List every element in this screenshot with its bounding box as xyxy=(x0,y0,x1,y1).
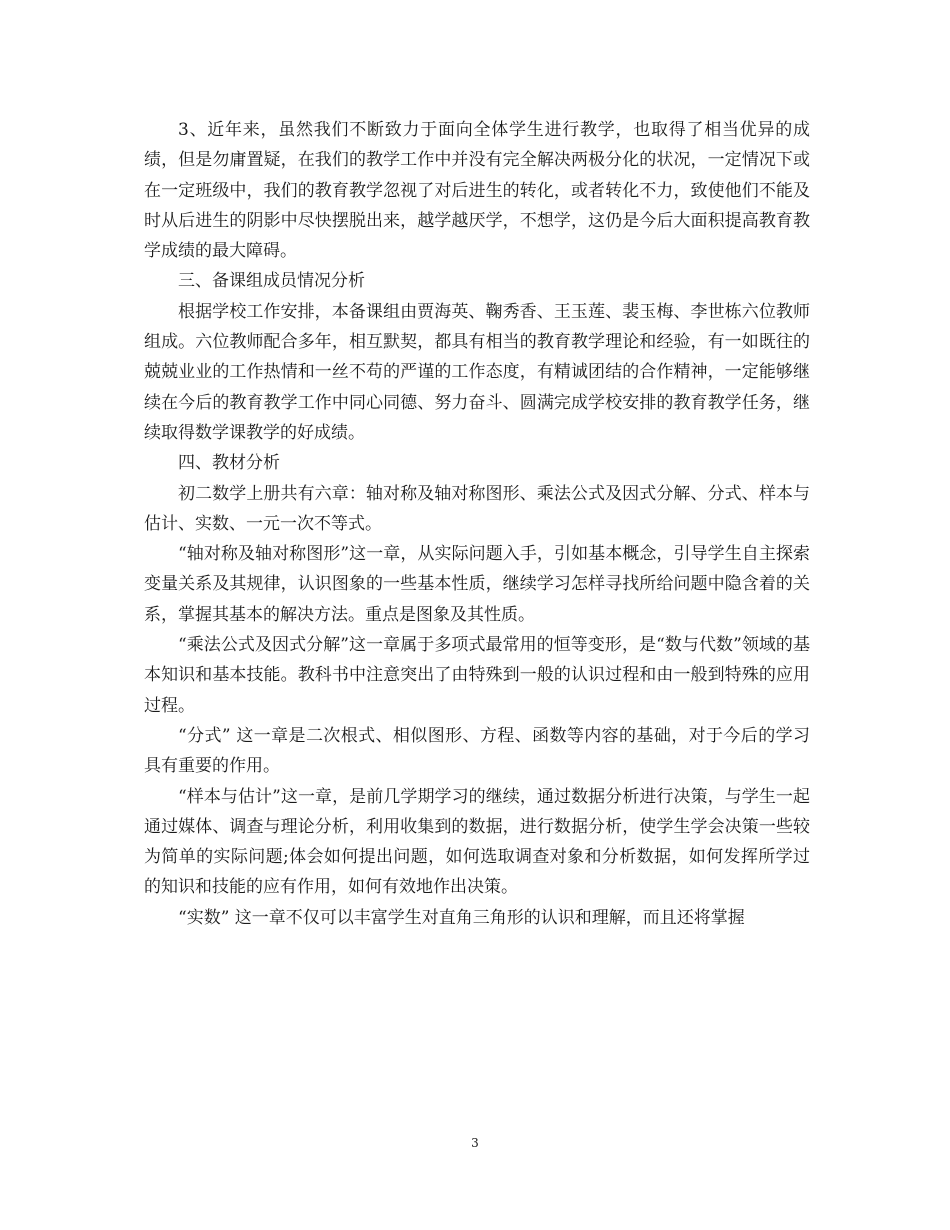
section-heading-textbook: 四、教材分析 xyxy=(178,453,280,474)
paragraph-team: 根据学校工作安排，本备课组由贾海英、鞠秀香、王玉莲、裴玉梅、李世栋六位教师组成。六位教师配合多年，相互默契，都具有相当的教育教学理论和经验，有一如既往的兢兢业业的工作热情和一丝不苟的严谨的工作态度，有精诚团结的合作精神，一定能够继续在今后的教育教学工作中同心同德、努力奋斗、圆满完成学校安排的教育教学任务，继续取得数学课教学的好成绩。 xyxy=(144,301,810,443)
paragraph-polarization: 3、近年来，虽然我们不断致力于面向全体学生进行教学，也取得了相当优异的成绩，但是勿庸置疑，在我们的教学工作中并没有完全解决两极分化的状况，一定情况下或在一定班级中，我们的教育教学忽视了对后进生的转化，或者转化不力，致使他们不能及时从后进生的阴影中尽快摆脱出来，越学越厌学，不想学，这仍是今后大面积提高教育教学成绩的最大障碍。 xyxy=(144,120,810,262)
paragraph-chapters: 初二数学上册共有六章：轴对称及轴对称图形、乘法公式及因式分解、分式、样本与估计、实数、一元一次不等式。 xyxy=(144,483,810,534)
page-number: 3 xyxy=(471,1136,479,1150)
document-body xyxy=(144,115,810,933)
section-heading-team: 三、备课组成员情况分析 xyxy=(178,271,365,292)
paragraph-sample-estimation: “样本与估计”这一章，是前几学期学习的继续，通过数据分析进行决策，与学生一起通过媒体、调查与理论分析，利用收集到的数据，进行数据分析，使学生学会决策一些较为简单的实际问题;体会如何提出问题，如何选取调查对象和分析数据，如何发挥所学过的知识和技能的应有作用，如何有效地作出决策。 xyxy=(144,786,810,898)
paragraph-fractions: “分式” 这一章是二次根式、相似图形、方程、函数等内容的基础，对于今后的学习具有重要的作用。 xyxy=(144,725,810,777)
paragraph-axial-symmetry: “轴对称及轴对称图形”这一章，从实际问题入手，引如基本概念，引导学生自主探索变量关系及其规律，认识图象的一些基本性质，继续学习怎样寻找所给问题中隐含着的关系，掌握其基本的解决方法。重点是图象及其性质。 xyxy=(144,544,810,625)
paragraph-real-numbers: “实数” 这一章不仅可以丰富学生对直角三角形的认识和理解，而且还将掌握 xyxy=(178,907,745,928)
paragraph-multiplication-formula: “乘法公式及因式分解”这一章属于多项式最常用的恒等变形，是“数与代数”领域的基本知识和基本技能。教科书中注意突出了由特殊到一般的认识过程和由一般到特殊的应用过程。 xyxy=(144,635,810,716)
